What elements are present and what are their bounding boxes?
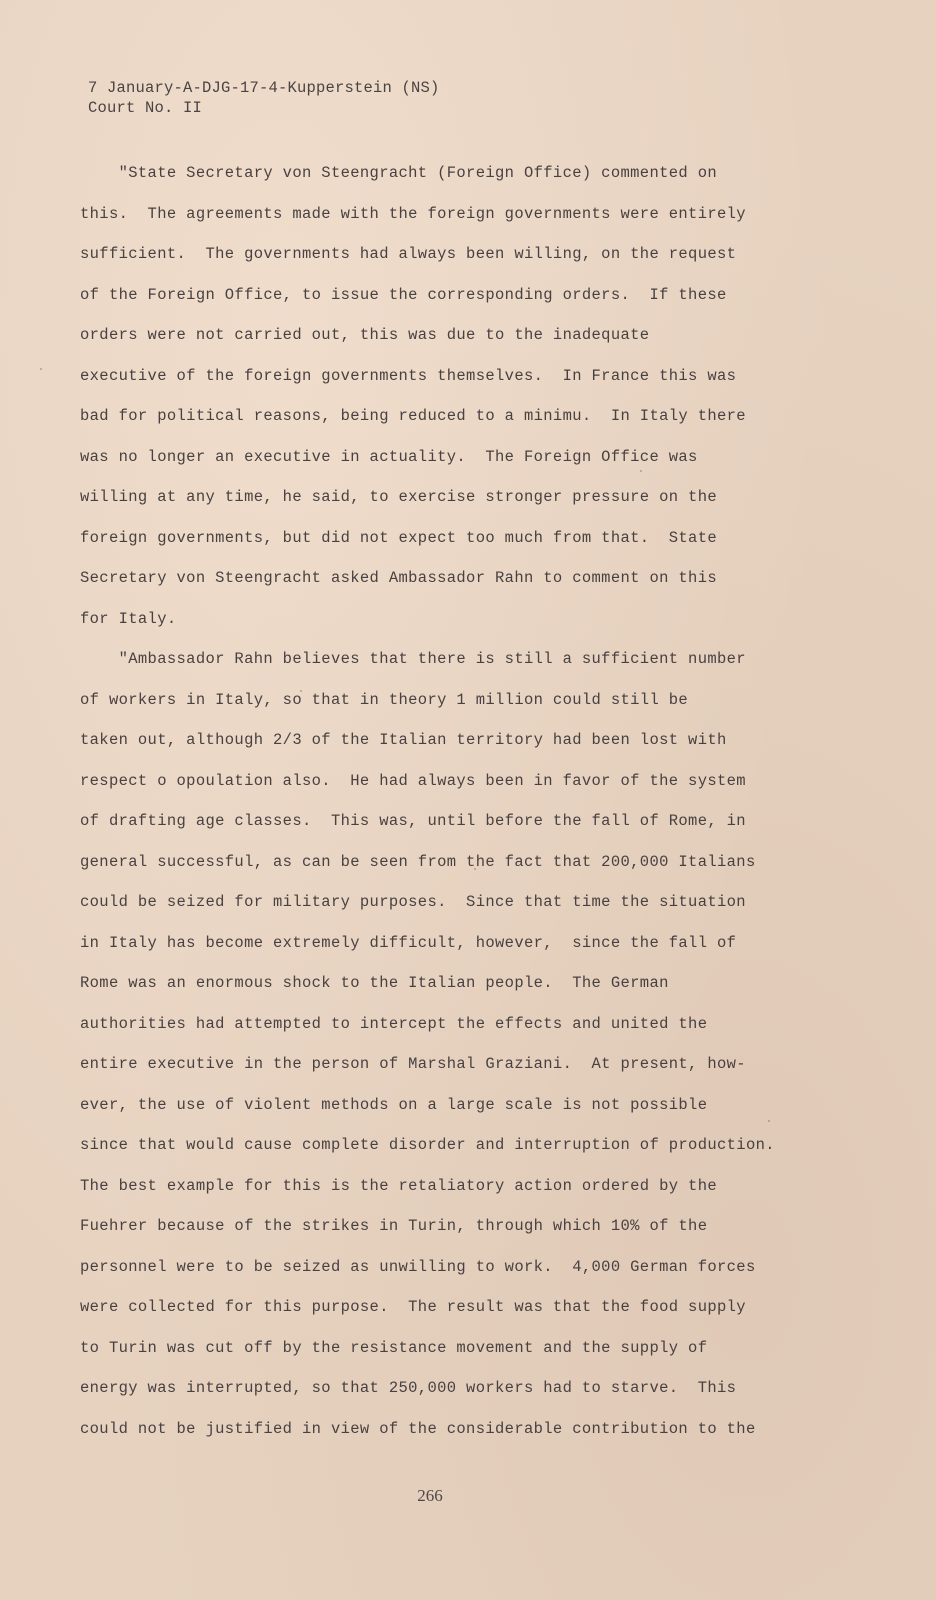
- paper-speck: [474, 868, 476, 870]
- page-number: 266: [417, 1486, 443, 1505]
- text-line: to Turin was cut off by the resistance movement and the supply of: [80, 1338, 708, 1357]
- text-line: personnel were to be seized as unwilling to work. 4,000 German forces: [80, 1257, 756, 1276]
- paragraph-1: [80, 163, 840, 649]
- text-line: authorities had attempted to intercept the effects and united the: [80, 1014, 708, 1033]
- text-line: sufficient. The governments had always been willing, on the request: [80, 245, 737, 263]
- text-line: general successful, as can be seen from the fact that 200,000 Italians: [80, 852, 756, 871]
- paper-speck: [300, 690, 302, 692]
- text-line: of workers in Italy, so that in theory 1 million could still be: [80, 690, 689, 709]
- text-line: foreign governments, but did not expect too much from that. State: [80, 528, 717, 547]
- text-line: taken out, although 2/3 of the Italian territory had been lost with: [80, 731, 727, 749]
- text-line: entire executive in the person of Marshal Graziani. At present, how-: [80, 1055, 746, 1073]
- text-line: for Italy.: [80, 609, 177, 628]
- text-line: Fuehrer because of the strikes in Turin, through which 10% of the: [80, 1217, 708, 1235]
- text-line: in Italy has become extremely difficult, however, since the fall of: [80, 933, 737, 952]
- paper-speck: [640, 470, 642, 472]
- paper-speck: [40, 368, 42, 370]
- text-line: ever, the use of violent methods on a large scale is not possible: [80, 1095, 708, 1114]
- text-line: of the Foreign Office, to issue the corresponding orders. If these: [80, 285, 727, 304]
- paragraph-2: [80, 649, 840, 1459]
- text-line: Secretary von Steengracht asked Ambassador Rahn to comment on this: [80, 569, 717, 587]
- text-line: could be seized for military purposes. Since that time the situation: [80, 893, 746, 911]
- text-line: energy was interrupted, so that 250,000 workers had to starve. This: [80, 1379, 737, 1397]
- header-court: Court No. II: [88, 99, 203, 117]
- text-line: The best example for this is the retaliatory action ordered by the: [80, 1176, 717, 1195]
- text-line: were collected for this purpose. The result was that the food supply: [80, 1298, 746, 1316]
- document-body: [80, 163, 840, 1459]
- text-line: this. The agreements made with the foreign governments were entirely: [80, 204, 746, 223]
- text-line: "Ambassador Rahn believes that there is still a sufficient number: [80, 650, 746, 668]
- paper-speck: [768, 1120, 770, 1122]
- text-line: was no longer an executive in actuality. The Foreign Office was: [80, 447, 698, 466]
- text-line: since that would cause complete disorder and interruption of production.: [80, 1136, 775, 1154]
- text-line: willing at any time, he said, to exercise stronger pressure on the: [80, 488, 717, 506]
- text-line: executive of the foreign governments themselves. In France this was: [80, 366, 737, 385]
- text-line: respect o opoulation also. He had always been in favor of the system: [80, 771, 746, 790]
- text-line: "State Secretary von Steengracht (Foreign Office) commented on: [80, 164, 717, 182]
- text-line: could not be justified in view of the considerable contribution to the: [80, 1419, 756, 1438]
- document-header: [88, 78, 440, 118]
- text-line: orders were not carried out, this was due to the inadequate: [80, 326, 650, 344]
- text-line: of drafting age classes. This was, until before the fall of Rome, in: [80, 812, 746, 830]
- text-line: bad for political reasons, being reduced to a minimu. In Italy there: [80, 407, 746, 425]
- header-reference: 7 January-A-DJG-17-4-Kupperstein (NS): [88, 79, 440, 97]
- text-line: Rome was an enormous shock to the Italian people. The German: [80, 974, 669, 992]
